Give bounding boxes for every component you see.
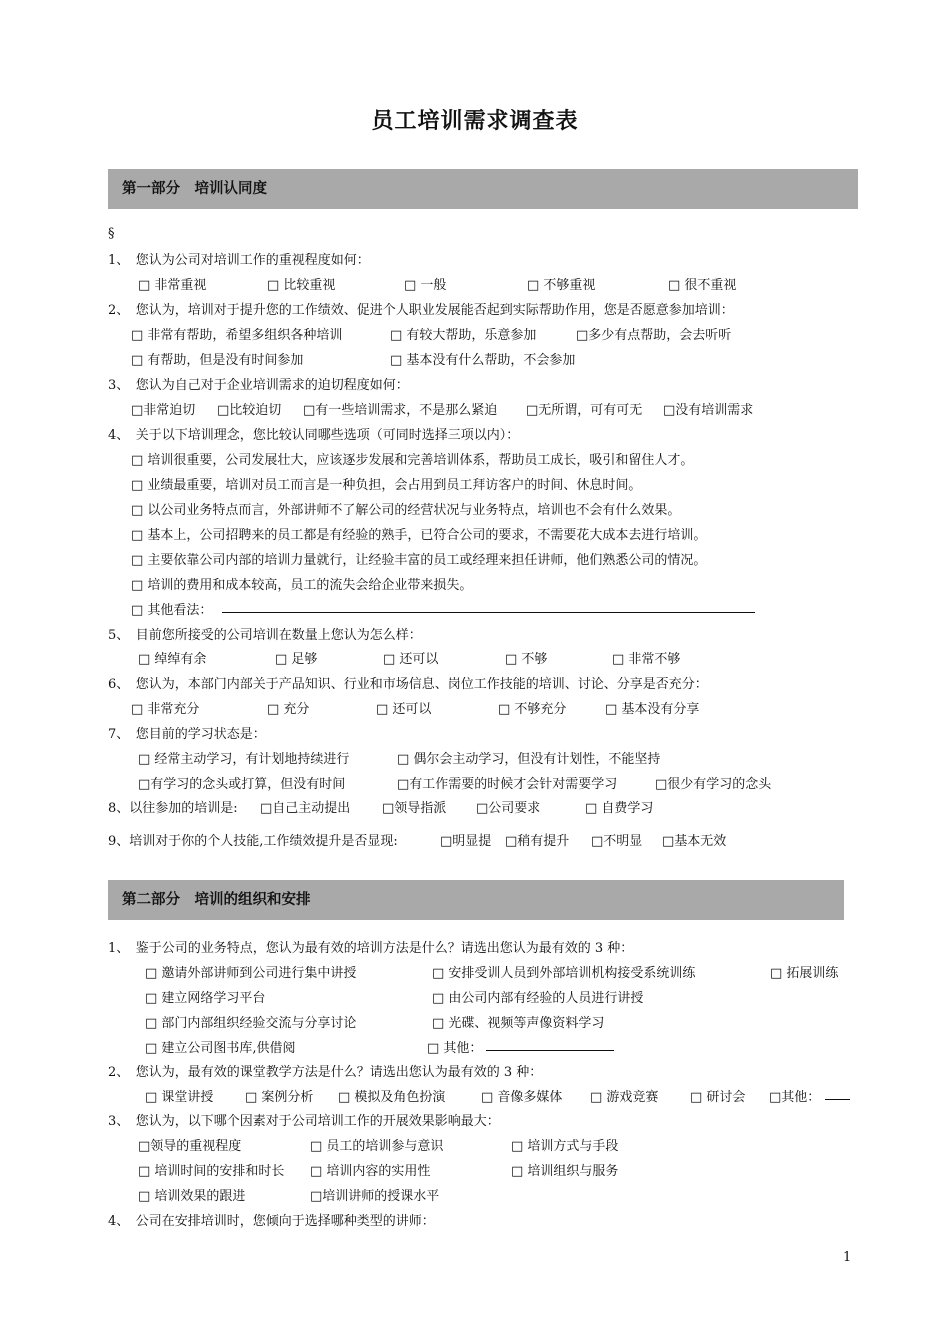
other-method-input[interactable]: [486, 1050, 614, 1051]
option-checkbox[interactable]: □ 邀请外部讲师到公司进行集中讲授: [145, 966, 357, 981]
option-checkbox[interactable]: □领导的重视程度: [138, 1139, 242, 1154]
option-checkbox[interactable]: □ 还可以: [376, 702, 432, 717]
option-checkbox[interactable]: □ 拓展训练: [770, 966, 839, 981]
other-opinion-input[interactable]: [222, 612, 755, 613]
option-checkbox[interactable]: □培训讲师的授课水平: [310, 1189, 440, 1204]
option-checkbox[interactable]: □ 基本没有分享: [605, 702, 700, 717]
option-checkbox[interactable]: □无所谓，可有可无: [526, 403, 643, 418]
question-1: 1、 您认为公司对培训工作的重视程度如何：: [108, 253, 370, 268]
option-checkbox[interactable]: □ 游戏竞赛: [590, 1090, 659, 1105]
option-checkbox[interactable]: □ 建立公司图书库,供借阅: [145, 1041, 296, 1056]
option-checkbox[interactable]: □ 培训组织与服务: [511, 1164, 619, 1179]
option-checkbox[interactable]: □ 音像多媒体: [481, 1090, 563, 1105]
option-checkbox[interactable]: □ 其他看法：: [131, 603, 213, 618]
option-checkbox[interactable]: □ 模拟及角色扮演: [338, 1090, 446, 1105]
page-number: 1: [843, 1250, 852, 1265]
question-3: 3、 您认为自己对于企业培训需求的迫切程度如何：: [108, 378, 409, 393]
other-teaching-input[interactable]: [825, 1099, 850, 1100]
option-checkbox[interactable]: □ 基本没有什么帮助，不会参加: [390, 353, 576, 368]
question-p2-1: 1、 鉴于公司的业务特点，您认为最有效的培训方法是什么？请选出您认为最有效的 3 种：: [108, 941, 634, 956]
question-9: 9、培训对于你的个人技能,工作绩效提升是否显现:: [108, 834, 398, 849]
section-title-part1: 第一部分 培训认同度: [122, 181, 267, 197]
option-checkbox[interactable]: □ 案例分析: [245, 1090, 314, 1105]
option-checkbox[interactable]: □ 员工的培训参与意识: [310, 1139, 444, 1154]
option-checkbox[interactable]: □ 培训很重要，公司发展壮大，应该逐步发展和完善培训体系，帮助员工成长，吸引和留住人才。: [131, 453, 694, 468]
option-checkbox[interactable]: □ 由公司内部有经验的人员进行讲授: [432, 991, 644, 1006]
option-checkbox[interactable]: □比较迫切: [217, 403, 282, 418]
option-checkbox[interactable]: □ 不够: [505, 652, 548, 667]
option-checkbox[interactable]: □多少有点帮助，会去听听: [576, 328, 732, 343]
question-2: 2、 您认为，培训对于提升您的工作绩效、促进个人职业发展能否起到实际帮助作用，您是否愿意参加培训：: [108, 303, 734, 318]
option-checkbox[interactable]: □基本无效: [662, 834, 727, 849]
option-checkbox[interactable]: □有一些培训需求，不是那么紧迫: [303, 403, 498, 418]
option-checkbox[interactable]: □ 不够充分: [498, 702, 567, 717]
option-checkbox[interactable]: □ 经常主动学习，有计划地持续进行: [138, 752, 350, 767]
option-checkbox[interactable]: □ 非常有帮助，希望多组织各种培训: [131, 328, 343, 343]
option-checkbox[interactable]: □ 培训方式与手段: [511, 1139, 619, 1154]
option-checkbox[interactable]: □ 其他：: [427, 1041, 483, 1056]
option-checkbox[interactable]: □不明显: [591, 834, 643, 849]
option-checkbox[interactable]: □ 以公司业务特点而言，外部讲师不了解公司的经营状况与业务特点，培训也不会有什么效果。: [131, 503, 681, 518]
option-checkbox[interactable]: □ 业绩最重要，培训对员工而言是一种负担，会占用到员工拜访客户的时间、休息时间。: [131, 478, 642, 493]
option-checkbox[interactable]: □ 有帮助，但是没有时间参加: [131, 353, 304, 368]
option-checkbox[interactable]: □很少有学习的念头: [655, 777, 772, 792]
option-checkbox[interactable]: □ 培训效果的跟进: [138, 1189, 246, 1204]
option-checkbox[interactable]: □ 足够: [275, 652, 318, 667]
section-marker: §: [108, 226, 115, 241]
option-checkbox[interactable]: □ 比较重视: [267, 278, 336, 293]
section-title-part2: 第二部分 培训的组织和安排: [122, 892, 311, 908]
question-p2-3: 3、 您认为，以下哪个因素对于公司培训工作的开展效果影响最大：: [108, 1114, 500, 1129]
option-checkbox[interactable]: □ 非常重视: [138, 278, 207, 293]
option-checkbox[interactable]: □ 有较大帮助，乐意参加: [390, 328, 537, 343]
option-checkbox[interactable]: □ 非常不够: [612, 652, 681, 667]
question-7: 7、 您目前的学习状态是：: [108, 727, 266, 742]
option-checkbox[interactable]: □ 建立网络学习平台: [145, 991, 266, 1006]
option-checkbox[interactable]: □领导指派: [382, 801, 447, 816]
option-checkbox[interactable]: □公司要求: [476, 801, 541, 816]
question-5: 5、 目前您所接受的公司培训在数量上您认为怎么样：: [108, 628, 422, 643]
option-checkbox[interactable]: □ 非常充分: [131, 702, 200, 717]
option-checkbox[interactable]: □有工作需要的时候才会针对需要学习: [397, 777, 618, 792]
question-p2-2: 2、 您认为，最有效的课堂教学方法是什么？请选出您认为最有效的 3 种：: [108, 1065, 543, 1080]
option-checkbox[interactable]: □ 培训的费用和成本较高，员工的流失会给企业带来损失。: [131, 578, 473, 593]
option-checkbox[interactable]: □ 自费学习: [585, 801, 654, 816]
option-checkbox[interactable]: □稍有提升: [505, 834, 570, 849]
option-checkbox[interactable]: □ 培训时间的安排和时长: [138, 1164, 285, 1179]
option-checkbox[interactable]: □有学习的念头或打算，但没有时间: [138, 777, 346, 792]
question-p2-4: 4、 公司在安排培训时，您倾向于选择哪种类型的讲师：: [108, 1214, 435, 1229]
option-checkbox[interactable]: □ 光碟、视频等声像资料学习: [432, 1016, 605, 1031]
option-checkbox[interactable]: □ 偶尔会主动学习，但没有计划性，不能坚持: [397, 752, 661, 767]
option-checkbox[interactable]: □ 绰绰有余: [138, 652, 207, 667]
option-checkbox[interactable]: □ 研讨会: [690, 1090, 746, 1105]
question-6: 6、 您认为，本部门内部关于产品知识、行业和市场信息、岗位工作技能的培训、讨论、分享是否充分：: [108, 677, 708, 692]
option-checkbox[interactable]: □没有培训需求: [663, 403, 754, 418]
option-checkbox[interactable]: □ 主要依靠公司内部的培训力量就行，让经验丰富的员工或经理来担任讲师，他们熟悉公司的情况。: [131, 553, 707, 568]
question-4: 4、 关于以下培训理念，您比较认同哪些选项（可同时选择三项以内）：: [108, 428, 520, 443]
option-checkbox[interactable]: □ 一般: [404, 278, 447, 293]
option-checkbox[interactable]: □非常迫切: [131, 403, 196, 418]
option-checkbox[interactable]: □ 部门内部组织经验交流与分享讨论: [145, 1016, 357, 1031]
option-checkbox[interactable]: □自己主动提出: [260, 801, 351, 816]
option-checkbox[interactable]: □ 课堂讲授: [145, 1090, 214, 1105]
option-checkbox[interactable]: □ 安排受训人员到外部培训机构接受系统训练: [432, 966, 696, 981]
question-8: 8、以往参加的培训是:: [108, 801, 238, 816]
option-checkbox[interactable]: □ 还可以: [383, 652, 439, 667]
option-checkbox[interactable]: □ 培训内容的实用性: [310, 1164, 431, 1179]
option-checkbox[interactable]: □ 基本上，公司招聘来的员工都是有经验的熟手，已符合公司的要求，不需要花大成本去进行培训。: [131, 528, 707, 543]
option-checkbox[interactable]: □ 充分: [267, 702, 310, 717]
option-checkbox[interactable]: □明显提: [440, 834, 492, 849]
page-title: 员工培训需求调查表: [371, 109, 579, 134]
option-checkbox[interactable]: □ 很不重视: [668, 278, 737, 293]
option-checkbox[interactable]: □ 不够重视: [527, 278, 596, 293]
option-checkbox[interactable]: □其他：: [769, 1090, 821, 1105]
